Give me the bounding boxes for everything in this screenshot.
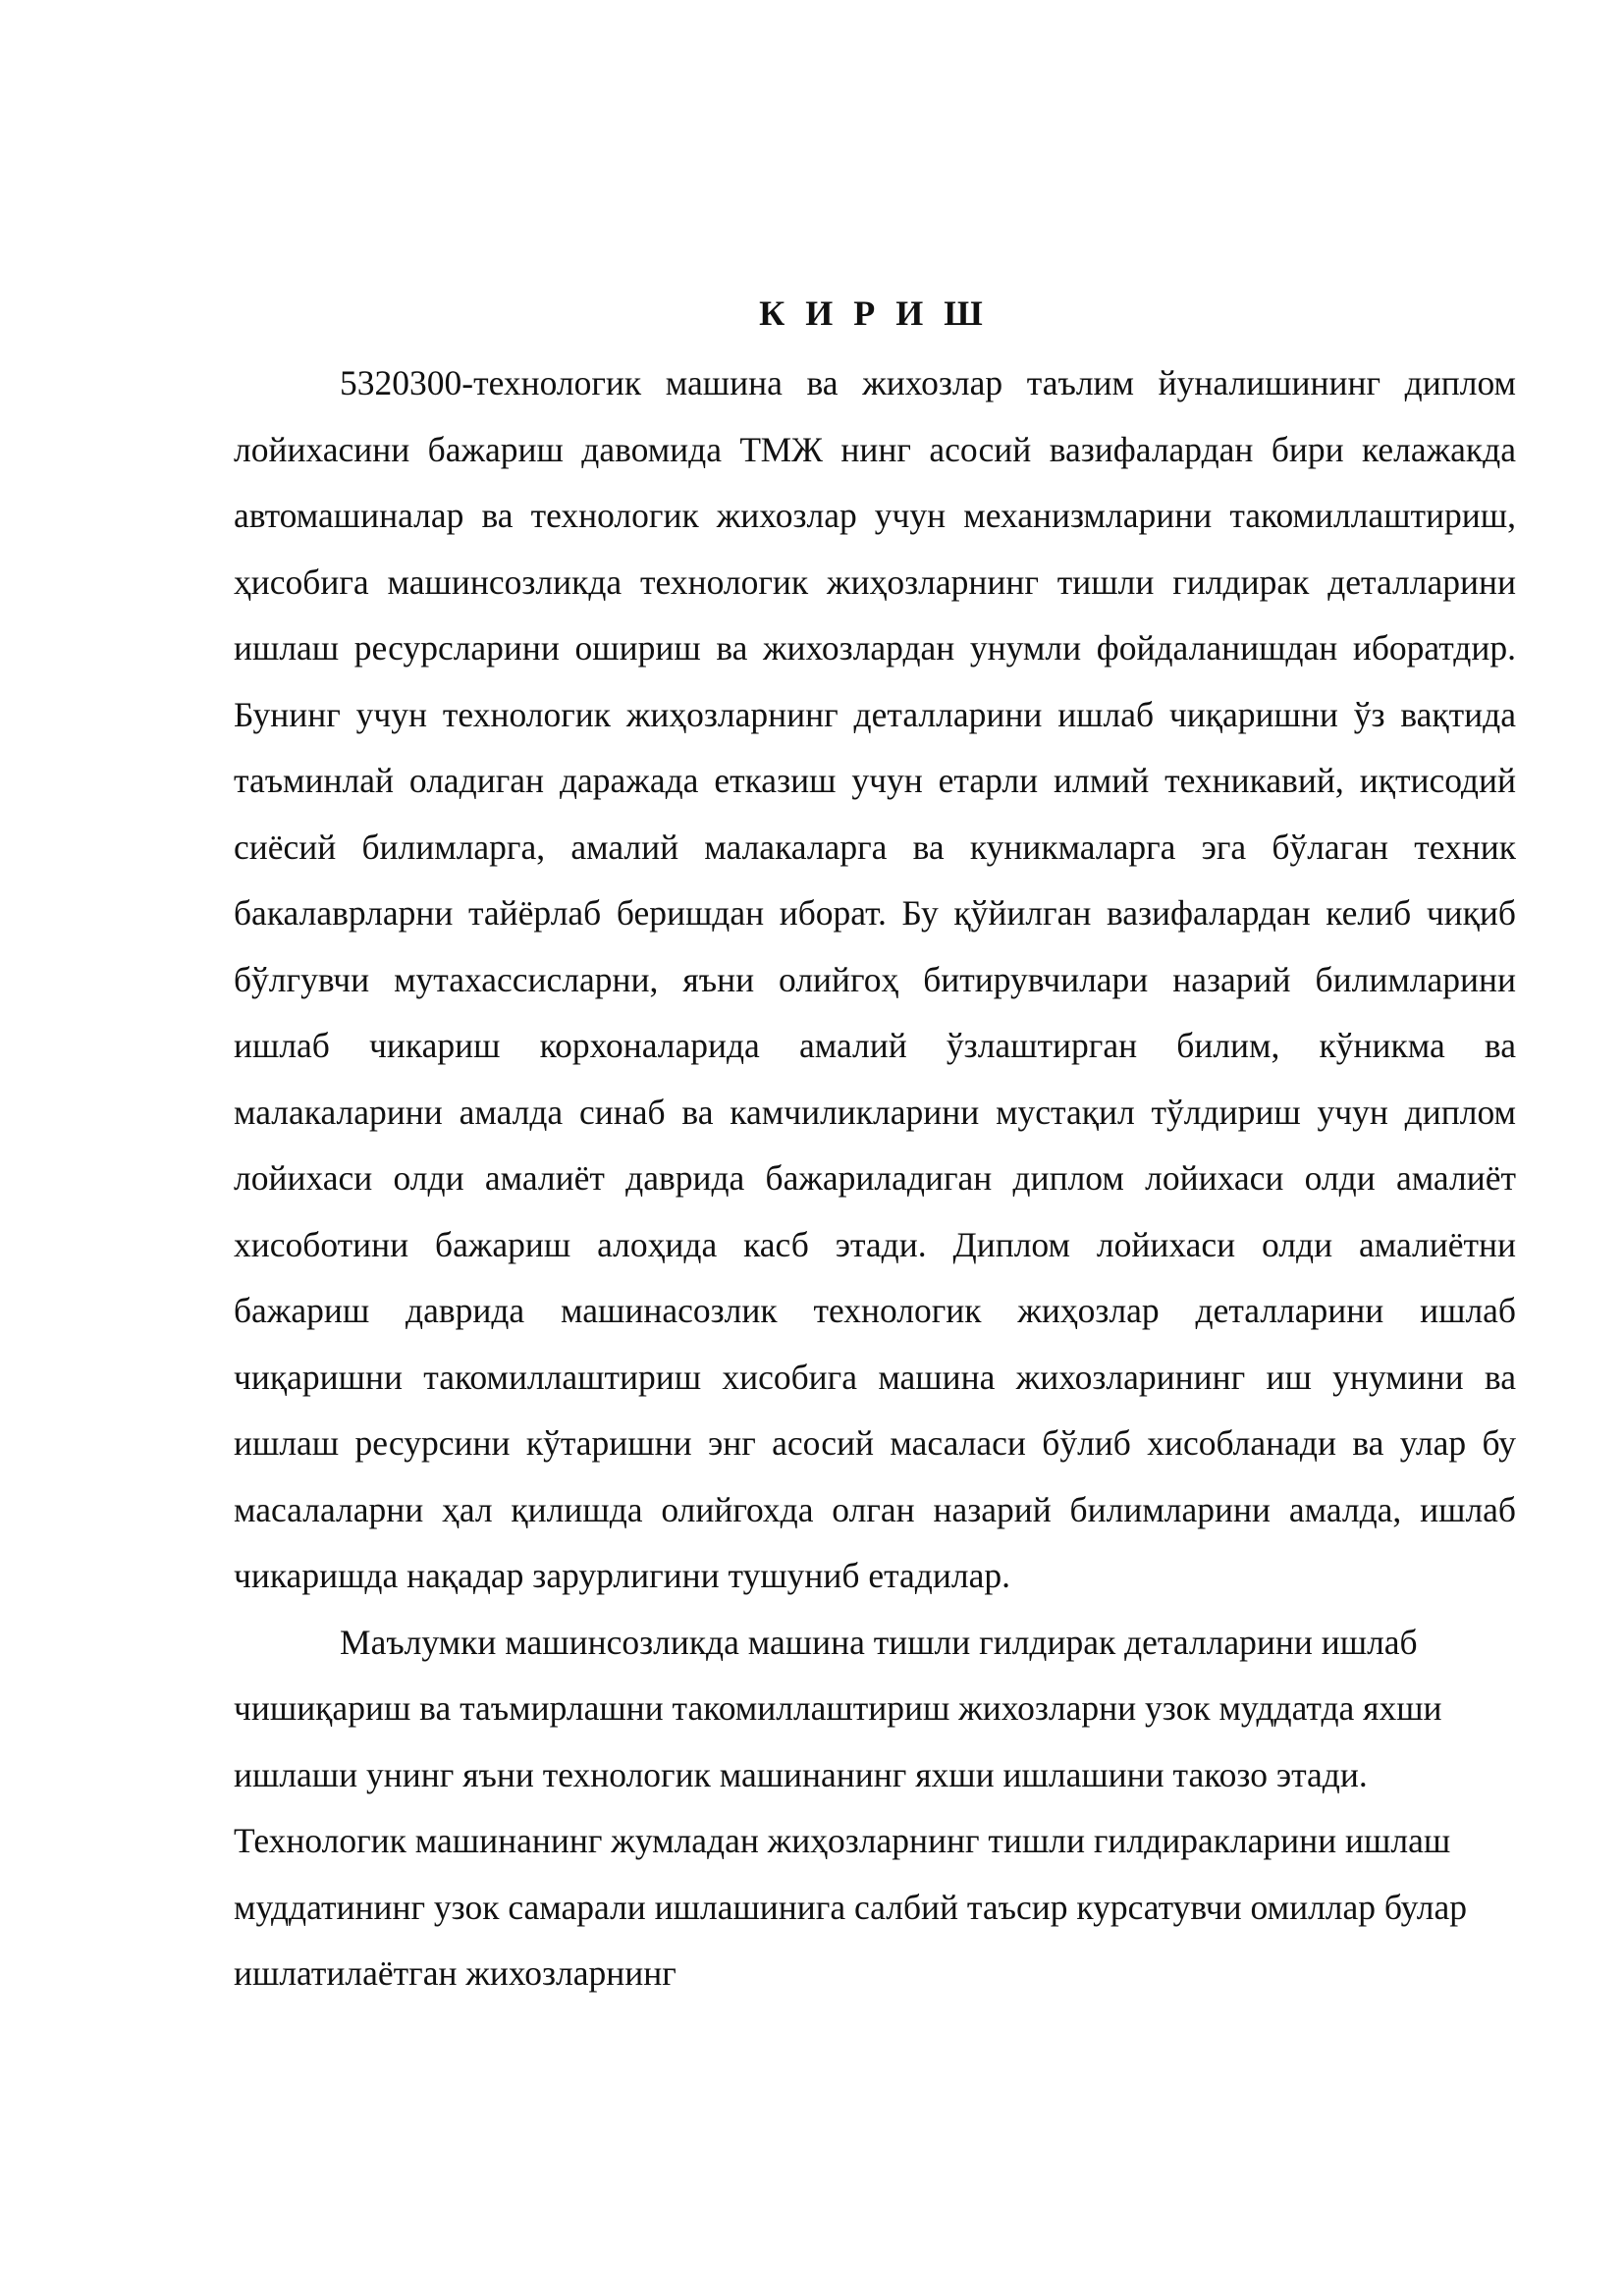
page-heading: К И Р И Ш bbox=[759, 294, 989, 333]
paragraph-2: Маълумки машинсозликда машина тишли гилдирак деталларини ишлаб чишиқариш ва таъмирлашни такомиллаштириш жихозларни узок муддатда яхши ишлаши унинг яъни технологик машинанинг яхши ишлашини такозо этади. Технологик машинанинг жумладан жиҳозларнинг тишли гилдиракларини ишлаш муддатининг узок самарали ишлашинига салбий таъсир курсатувчи омиллар булар ишлатилаётган жихозларнинг bbox=[234, 1622, 1468, 1993]
document-body bbox=[234, 350, 1516, 2007]
paragraph-1: 5320300-технологик машина ва жихозлар таълим йуналишининг диплом лойихасини бажариш давомида ТМЖ нинг асосий вазифалардан бири келажакда автомашиналар ва технологик жихозлар учун механизмларини такомиллаштириш, ҳисобига машинсозликда технологик жиҳозларнинг тишли гилдирак деталларини ишлаш ресурсларини ошириш ва жихозлардан унумли фойдаланишдан иборатдир. Бунинг учун технологик жиҳозларнинг деталларини ишлаб чиқаришни ўз вақтида таъминлай оладиган даражада етказиш учун етарли илмий техникавий, иқтисодий сиёсий билимларга, амалий малакаларга ва куникмаларга эга бўлаган техник бакалаврларни тайёрлаб беришдан иборат. Бу қўйилган вазифалардан келиб чиқиб бўлгувчи мутахассисларни, яъни олийгоҳ битирувчилари назарий билимларини ишлаб чикариш корхоналарида амалий ўзлаштирган билим, кўникма ва малакаларини амалда синаб ва камчиликларини мустақил тўлдириш учун диплом лойихаси олди амалиёт даврида бажариладиган диплом лойихаси олди амалиёт хисоботини бажариш алоҳида касб этади. Диплом лойихаси олди амалиётни бажариш даврида машинасозлик технологик жиҳозлар деталларини ишлаб чиқаришни такомиллаштириш хисобига машина жихозларининг иш унумини ва ишлаш ресурсини кўтаришни энг асосий масаласи бўлиб хисобланади ва улар бу масалаларни ҳал қилишда олийгохда олган назарий билимларини амалда, ишлаб чикаришда нақадар зарурлигини тушуниб етадилар. bbox=[234, 363, 1516, 1595]
